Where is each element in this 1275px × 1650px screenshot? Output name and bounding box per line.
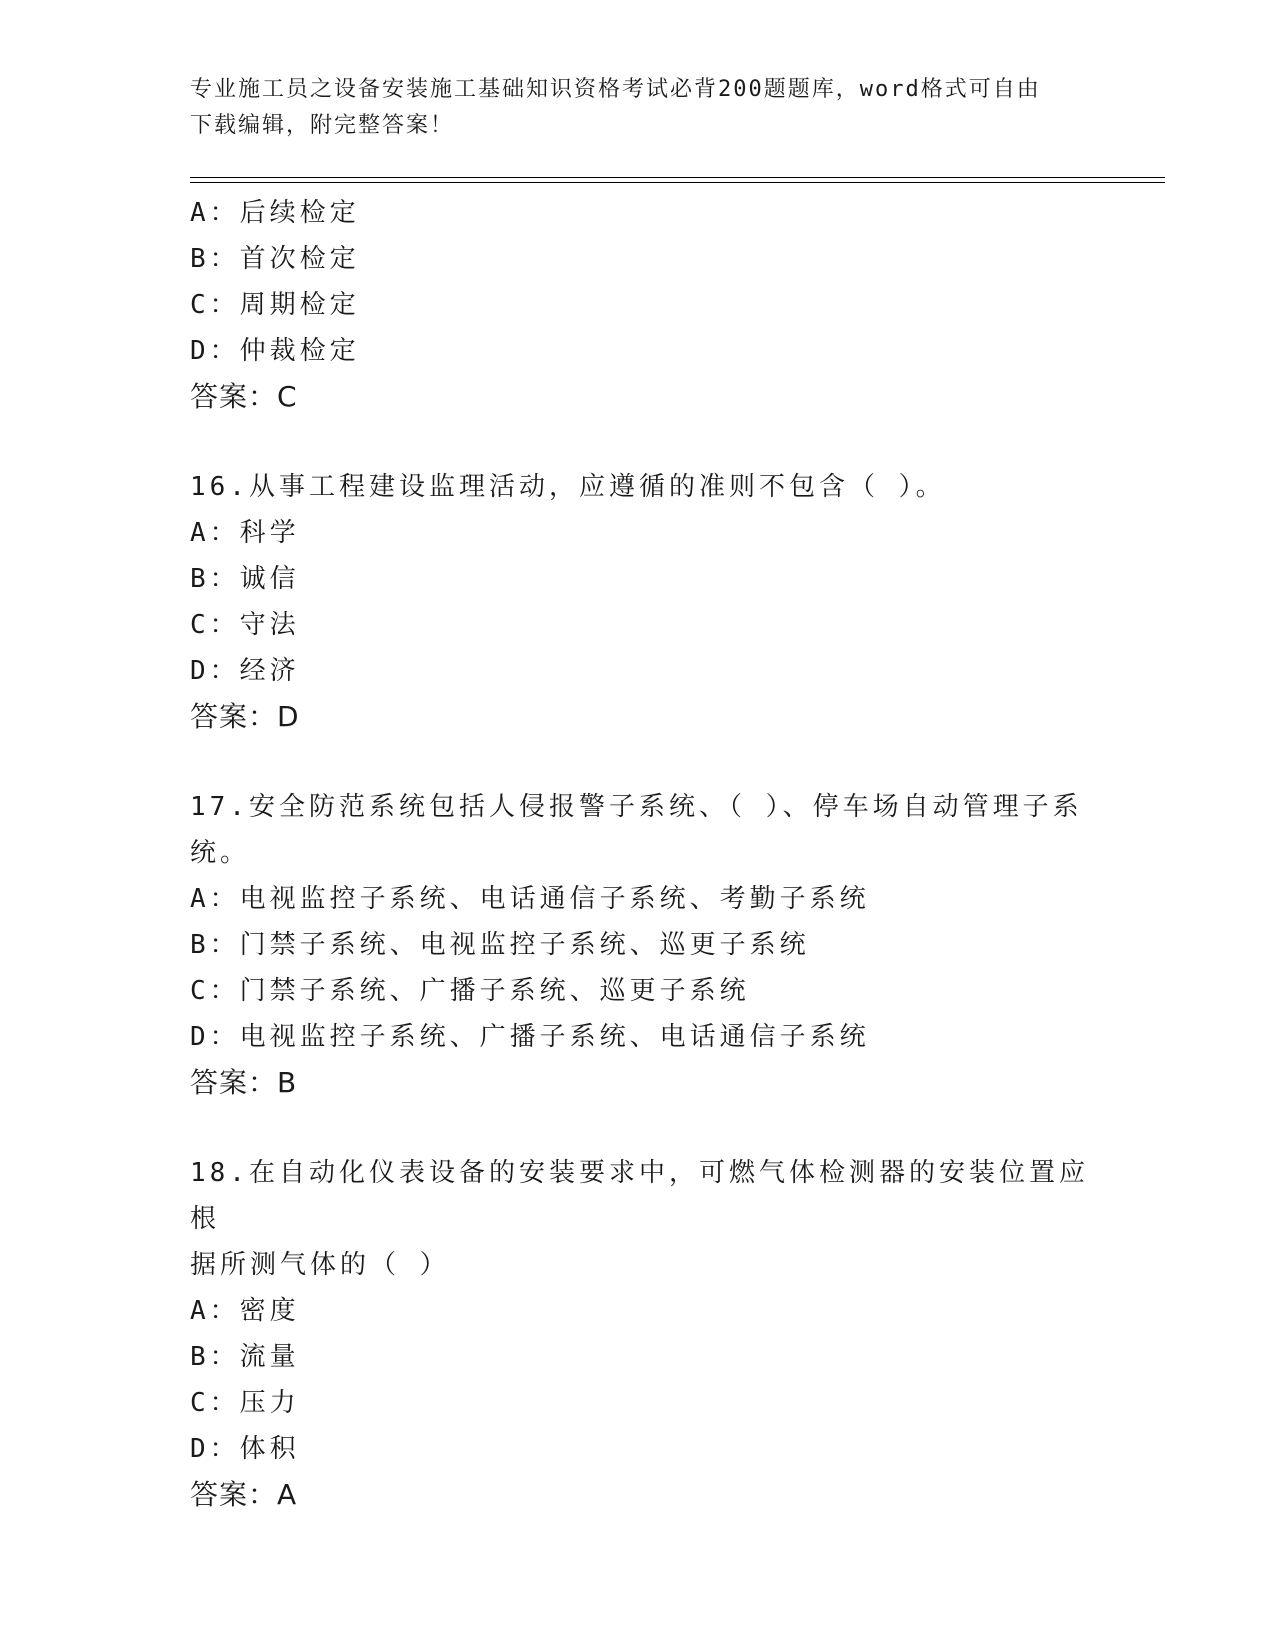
question-stem-line-1: 17.安全防范系统包括人侵报警子系统、（ ）、停车场自动管理子系 <box>190 792 1083 822</box>
question-17 <box>190 784 1090 1106</box>
option-d: D：电视监控子系统、广播子系统、电话通信子系统 <box>190 1022 870 1052</box>
question-list <box>190 190 1090 1518</box>
option-a: A：后续检定 <box>190 198 360 228</box>
option-b: B：流量 <box>190 1342 300 1372</box>
option-a: A：电视监控子系统、电话通信子系统、考勤子系统 <box>190 884 870 914</box>
option-d: D：体积 <box>190 1434 300 1464</box>
question-stem-line-1: 18.在自动化仪表设备的安装要求中，可燃气体检测器的安装位置应根 <box>190 1158 1089 1234</box>
answer-line: 答案：B <box>190 1066 298 1099</box>
question-16 <box>190 464 1090 740</box>
header-line-1: 专业施工员之设备安装施工基础知识资格考试必背200题题库，word格式可自由 <box>190 77 1041 102</box>
option-d: D：经济 <box>190 656 300 686</box>
header-divider-top <box>190 177 1165 178</box>
answer-line: 答案：C <box>190 380 298 413</box>
question-stem: 16.从事工程建设监理活动，应遵循的准则不包含（ ）。 <box>190 472 946 502</box>
document-header <box>190 72 1090 144</box>
option-c: C：周期检定 <box>190 290 360 320</box>
answer-line: 答案：D <box>190 700 300 733</box>
option-a: A：密度 <box>190 1296 300 1326</box>
option-c: C：门禁子系统、广播子系统、巡更子系统 <box>190 976 750 1006</box>
option-a: A：科学 <box>190 518 300 548</box>
option-c: C：守法 <box>190 610 300 640</box>
question-15 <box>190 190 1090 420</box>
option-b: B：首次检定 <box>190 244 360 274</box>
option-d: D：仲裁检定 <box>190 336 360 366</box>
option-b: B：诚信 <box>190 564 300 594</box>
answer-line: 答案：A <box>190 1478 298 1511</box>
header-divider-bottom <box>190 182 1165 183</box>
header-line-2: 下载编辑，附完整答案！ <box>190 113 455 138</box>
question-stem-line-2: 统。 <box>190 838 251 868</box>
option-c: C：压力 <box>190 1388 300 1418</box>
question-stem-line-2: 据所测气体的（ ） <box>190 1250 450 1280</box>
question-18 <box>190 1150 1090 1518</box>
option-b: B：门禁子系统、电视监控子系统、巡更子系统 <box>190 930 810 960</box>
